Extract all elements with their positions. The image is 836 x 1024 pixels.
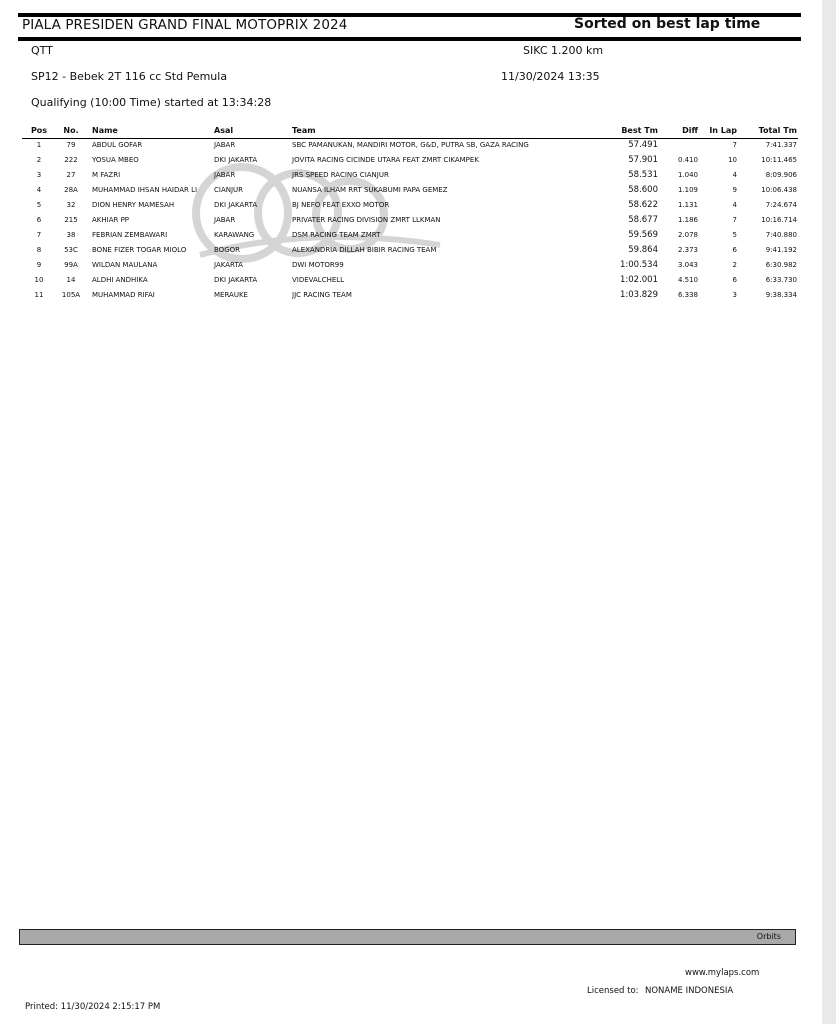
col-total-time: Total Tm	[758, 125, 797, 135]
sort-label: Sorted on best lap time	[574, 16, 761, 32]
report-datetime: 11/30/2024 13:35	[501, 70, 600, 83]
results-table	[22, 123, 797, 302]
col-best-time: Best Tm	[621, 125, 658, 135]
cell-best-time: 58.622	[628, 199, 658, 210]
cell-asal: MERAUKE	[214, 290, 248, 299]
cell-name: DION HENRY MAMESAH	[92, 200, 175, 209]
licensee: NONAME INDONESIA	[645, 986, 734, 996]
cell-in-lap: 4	[732, 170, 737, 179]
cell-in-lap: 6	[732, 275, 737, 284]
cell-asal: JABAR	[214, 140, 236, 149]
cell-pos: 9	[36, 260, 42, 269]
table-header-row	[22, 123, 797, 137]
cell-best-time: 57.491	[628, 139, 658, 150]
cell-in-lap: 10	[728, 155, 737, 164]
cell-best-time: 57.901	[628, 154, 658, 165]
cell-asal: KARAWANG	[214, 230, 255, 239]
cell-asal: DKI JAKARTA	[214, 155, 258, 164]
cell-asal: DKI JAKARTA	[214, 200, 258, 209]
cell-team: JOVITA RACING CICINDE UTARA FEAT ZMRT CIKAMPEK	[292, 155, 479, 164]
cell-total-time: 6:30.982	[765, 260, 797, 269]
cell-team: NUANSA ILHAM RRT SUKABUMI PAPA GEMEZ	[292, 185, 448, 194]
session-info: Qualifying (10:00 Time) started at 13:34:28	[31, 96, 272, 109]
table-row	[22, 167, 797, 182]
table-header-rule	[22, 138, 798, 139]
cell-diff: 6.338	[677, 290, 698, 299]
cell-best-time: 1:03.829	[619, 289, 658, 300]
cell-pos: 3	[36, 170, 42, 179]
cell-best-time: 59.569	[628, 229, 658, 240]
cell-pos: 6	[36, 215, 42, 224]
table-row	[22, 242, 797, 257]
cell-no: 222	[64, 155, 78, 164]
orbits-label: Orbits	[756, 932, 781, 941]
cell-no: 38	[66, 230, 76, 239]
table-row	[22, 137, 797, 152]
cell-no: 99A	[64, 260, 78, 269]
cell-total-time: 6:33.730	[765, 275, 797, 284]
cell-total-time: 10:16.714	[761, 215, 797, 224]
cell-team: SBC PAMANUKAN, MANDIRI MOTOR, G&D, PUTRA SB, GAZA RACING	[292, 140, 529, 149]
cell-diff: 2.373	[677, 245, 698, 254]
cell-name: M FAZRI	[92, 170, 121, 179]
circuit-info: SIKC 1.200 km	[523, 44, 604, 57]
cell-total-time: 10:11.465	[761, 155, 797, 164]
cell-in-lap: 6	[732, 245, 737, 254]
table-row	[22, 182, 797, 197]
cell-name: BONE FIZER TOGAR MIOLO	[92, 245, 187, 254]
cell-name: ALDHI ANDHIKA	[92, 275, 148, 284]
col-asal: Asal	[214, 125, 234, 135]
cell-no: 215	[64, 215, 78, 224]
cell-team: BJ NEFO FEAT EXXO MOTOR	[292, 200, 390, 209]
cell-pos: 10	[34, 275, 44, 284]
cell-total-time: 7:24.674	[765, 200, 797, 209]
cell-name: AKHIAR PP	[92, 215, 130, 224]
cell-diff: 3.043	[677, 260, 698, 269]
cell-best-time: 59.864	[628, 244, 658, 255]
cell-no: 53C	[64, 245, 78, 254]
col-diff: Diff	[682, 125, 698, 135]
cell-total-time: 10:06.438	[761, 185, 797, 194]
header-rule	[18, 37, 801, 41]
col-team: Team	[292, 125, 316, 135]
table-row	[22, 257, 797, 272]
cell-team: DWI MOTOR99	[292, 260, 344, 269]
cell-in-lap: 7	[732, 215, 737, 224]
cell-best-time: 58.677	[628, 214, 658, 225]
cell-in-lap: 7	[732, 140, 737, 149]
cell-pos: 2	[36, 155, 42, 164]
cell-no: 14	[66, 275, 76, 284]
cell-asal: JABAR	[214, 170, 236, 179]
cell-best-time: 1:00.534	[619, 259, 658, 270]
cell-asal: DKI JAKARTA	[214, 275, 258, 284]
cell-team: PRIVATER RACING DIVISION ZMRT LLKMAN	[292, 215, 441, 224]
cell-team: DSM RACING TEAM ZMRT	[292, 230, 381, 239]
cell-name: MUHAMMAD RIFAI	[92, 290, 155, 299]
cell-total-time: 8:09.906	[765, 170, 797, 179]
cell-in-lap: 3	[732, 290, 737, 299]
cell-no: 79	[66, 140, 76, 149]
cell-team: JRS SPEED RACING CIANJUR	[292, 170, 389, 179]
page-edge	[822, 0, 836, 1024]
cell-asal: BOGOR	[214, 245, 240, 254]
cell-pos: 5	[36, 200, 42, 209]
printed-timestamp: Printed: 11/30/2024 2:15:17 PM	[25, 1002, 161, 1012]
cell-in-lap: 4	[732, 200, 737, 209]
table-row	[22, 272, 797, 287]
cell-diff: 0.410	[677, 155, 698, 164]
cell-no: 28A	[64, 185, 78, 194]
col-name: Name	[92, 125, 118, 135]
table-row	[22, 212, 797, 227]
cell-diff: 1.109	[677, 185, 698, 194]
cell-asal: JAKARTA	[214, 260, 243, 269]
cell-pos: 8	[36, 245, 42, 254]
cell-no: 32	[66, 200, 76, 209]
cell-team: ALEXANDRIA DILLAH BIBIR RACING TEAM	[292, 245, 437, 254]
orbits-bar	[19, 929, 796, 945]
cell-diff: 1.040	[677, 170, 698, 179]
cell-diff: 1.131	[677, 200, 698, 209]
cell-diff: 1.186	[677, 215, 698, 224]
class-name: SP12 - Bebek 2T 116 cc Std Pemula	[31, 70, 228, 83]
cell-name: ABDUL GOFAR	[92, 140, 143, 149]
table-row	[22, 227, 797, 242]
cell-total-time: 9:38.334	[765, 290, 797, 299]
cell-asal: CIANJUR	[214, 185, 244, 194]
cell-name: WILDAN MAULANA	[92, 260, 158, 269]
table-row	[22, 152, 797, 167]
cell-team: JJC RACING TEAM	[292, 290, 352, 299]
event-title: PIALA PRESIDEN GRAND FINAL MOTOPRIX 2024	[22, 17, 348, 33]
cell-pos: 1	[36, 140, 42, 149]
cell-total-time: 7:40.880	[765, 230, 797, 239]
cell-name: MUHAMMAD IHSAN HAIDAR LI	[92, 185, 198, 194]
cell-pos: 7	[36, 230, 42, 239]
cell-name: FEBRIAN ZEMBAWARI	[92, 230, 168, 239]
cell-total-time: 9:41.192	[765, 245, 797, 254]
table-row	[22, 197, 797, 212]
cell-pos: 4	[36, 185, 42, 194]
col-in-lap: In Lap	[709, 125, 737, 135]
cell-in-lap: 9	[732, 185, 737, 194]
cell-total-time: 7:41.337	[765, 140, 797, 149]
cell-no: 105A	[61, 290, 81, 299]
cell-name: YOSUA MBEO	[92, 155, 139, 164]
cell-no: 27	[66, 170, 76, 179]
cell-best-time: 58.600	[628, 184, 658, 195]
cell-pos: 11	[34, 290, 44, 299]
table-row	[22, 287, 797, 302]
cell-diff: 2.078	[677, 230, 698, 239]
cell-in-lap: 2	[732, 260, 737, 269]
cell-best-time: 1:02.001	[619, 274, 658, 285]
cell-best-time: 58.531	[628, 169, 658, 180]
cell-diff: 4.510	[677, 275, 698, 284]
cell-asal: JABAR	[214, 215, 236, 224]
col-no: No.	[63, 125, 79, 135]
cell-in-lap: 5	[732, 230, 737, 239]
website: www.mylaps.com	[685, 968, 760, 978]
licensed-label: Licensed to:	[587, 986, 639, 996]
session-code: QTT	[31, 44, 53, 57]
col-pos: Pos	[30, 125, 48, 135]
cell-diff	[658, 137, 698, 152]
cell-team: VIDEVALCHELL	[292, 275, 345, 284]
